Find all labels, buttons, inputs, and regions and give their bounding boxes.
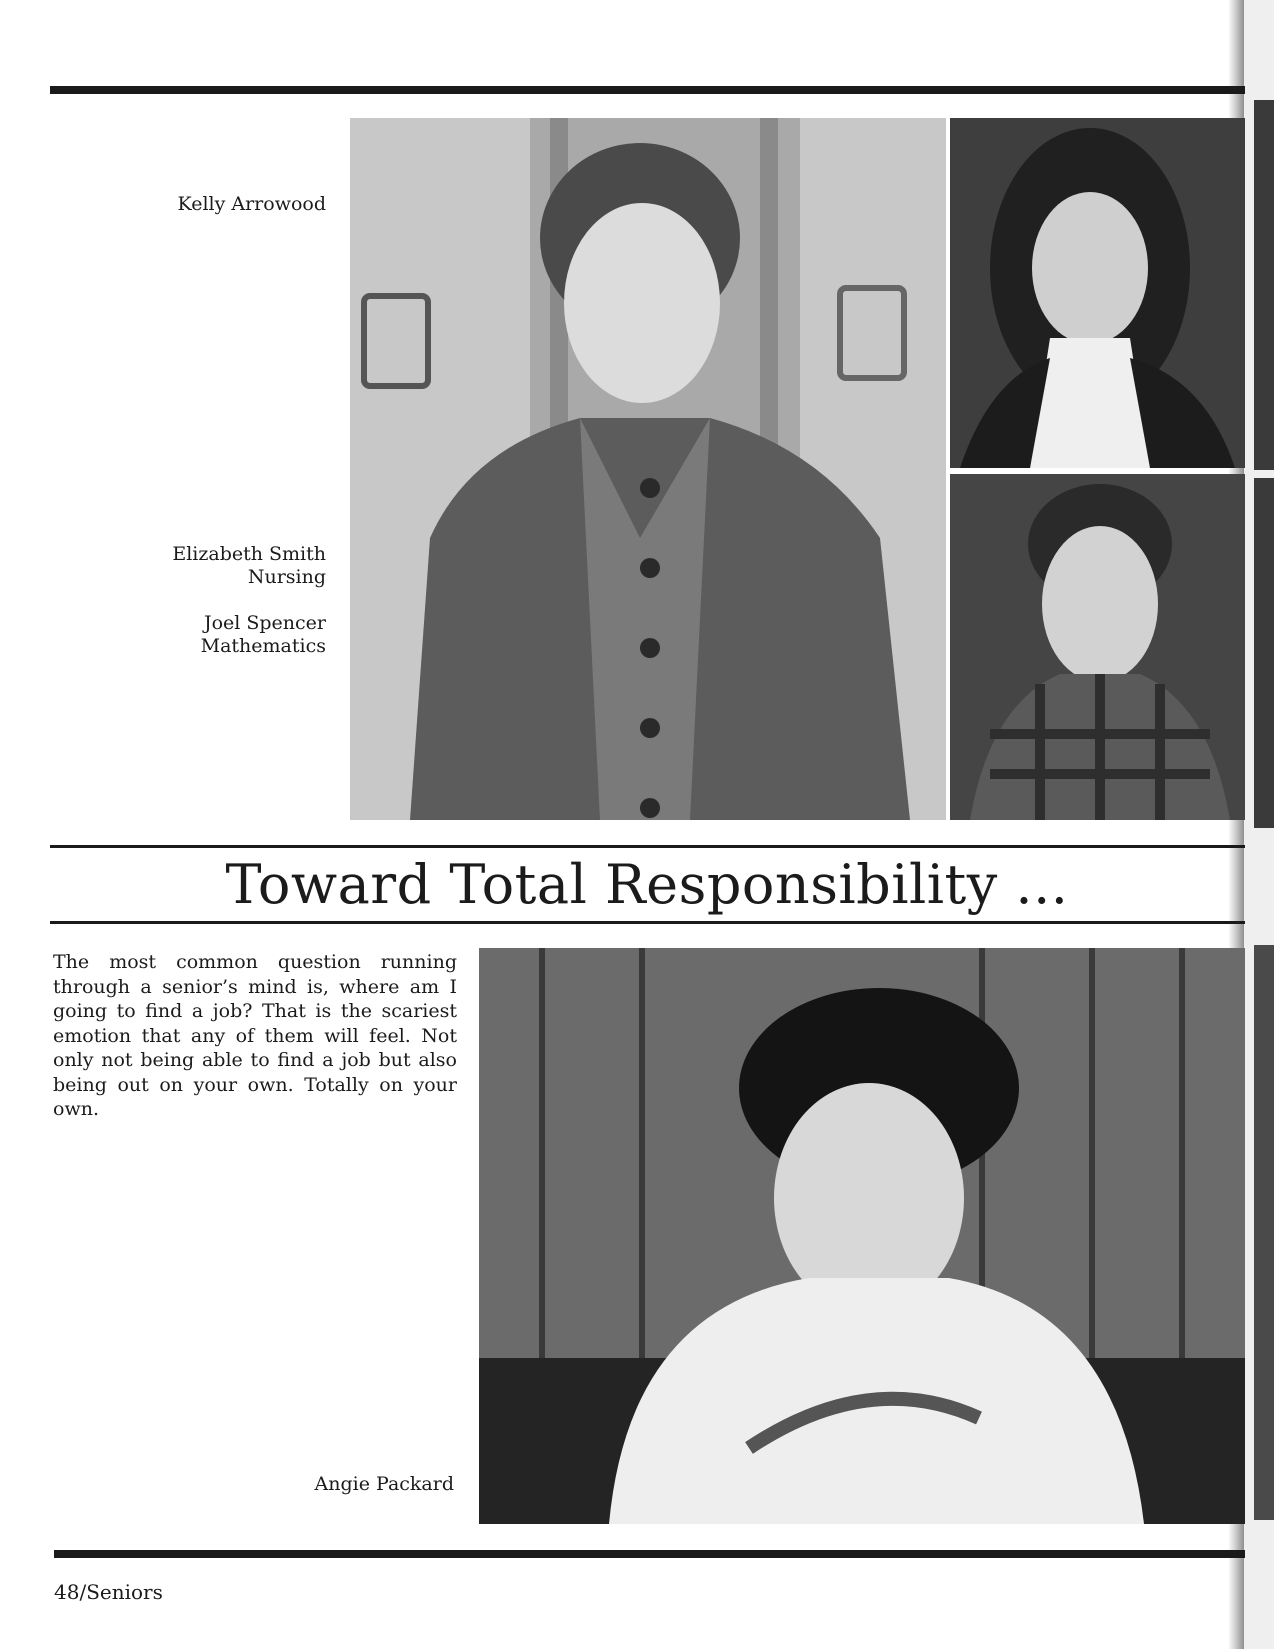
headline-rule-top — [50, 845, 1245, 848]
portrait-man-plaid-shirt — [950, 474, 1245, 820]
caption-elizabeth-smith — [100, 543, 326, 589]
photo-woman-leather-jacket — [350, 118, 946, 820]
portrait-woman-turtleneck — [950, 118, 1245, 468]
caption-name: Elizabeth Smith — [172, 543, 326, 565]
caption-name: Kelly Arrowood — [177, 193, 326, 215]
headline: Toward Total Responsibility ... — [225, 853, 1069, 916]
bottom-rule — [54, 1550, 1245, 1558]
caption-major: Mathematics — [200, 635, 326, 657]
caption-name: Angie Packard — [314, 1473, 454, 1495]
headline-rule-bottom — [50, 921, 1245, 924]
facing-page-photo-strip — [1254, 945, 1274, 1520]
caption-name: Joel Spencer — [203, 612, 326, 634]
photo-woman-sweatshirt — [479, 948, 1245, 1524]
facing-page-photo-strip — [1254, 478, 1274, 828]
page-folio: 48/Seniors — [54, 1580, 163, 1604]
body-text: The most common question running through a senior’s mind is, where am I going to find a job? That is the scariest emotion that any of them will feel. Not only not being able to find a job but also being out on your own. Totally on your own. — [53, 951, 457, 1120]
top-rule — [50, 86, 1245, 94]
caption-angie-packard — [240, 1473, 454, 1496]
caption-major: Nursing — [247, 566, 326, 588]
facing-page-edge — [1244, 0, 1274, 1649]
facing-page-photo-strip — [1254, 100, 1274, 470]
caption-kelly-arrowood — [100, 193, 326, 216]
caption-joel-spencer — [100, 612, 326, 658]
